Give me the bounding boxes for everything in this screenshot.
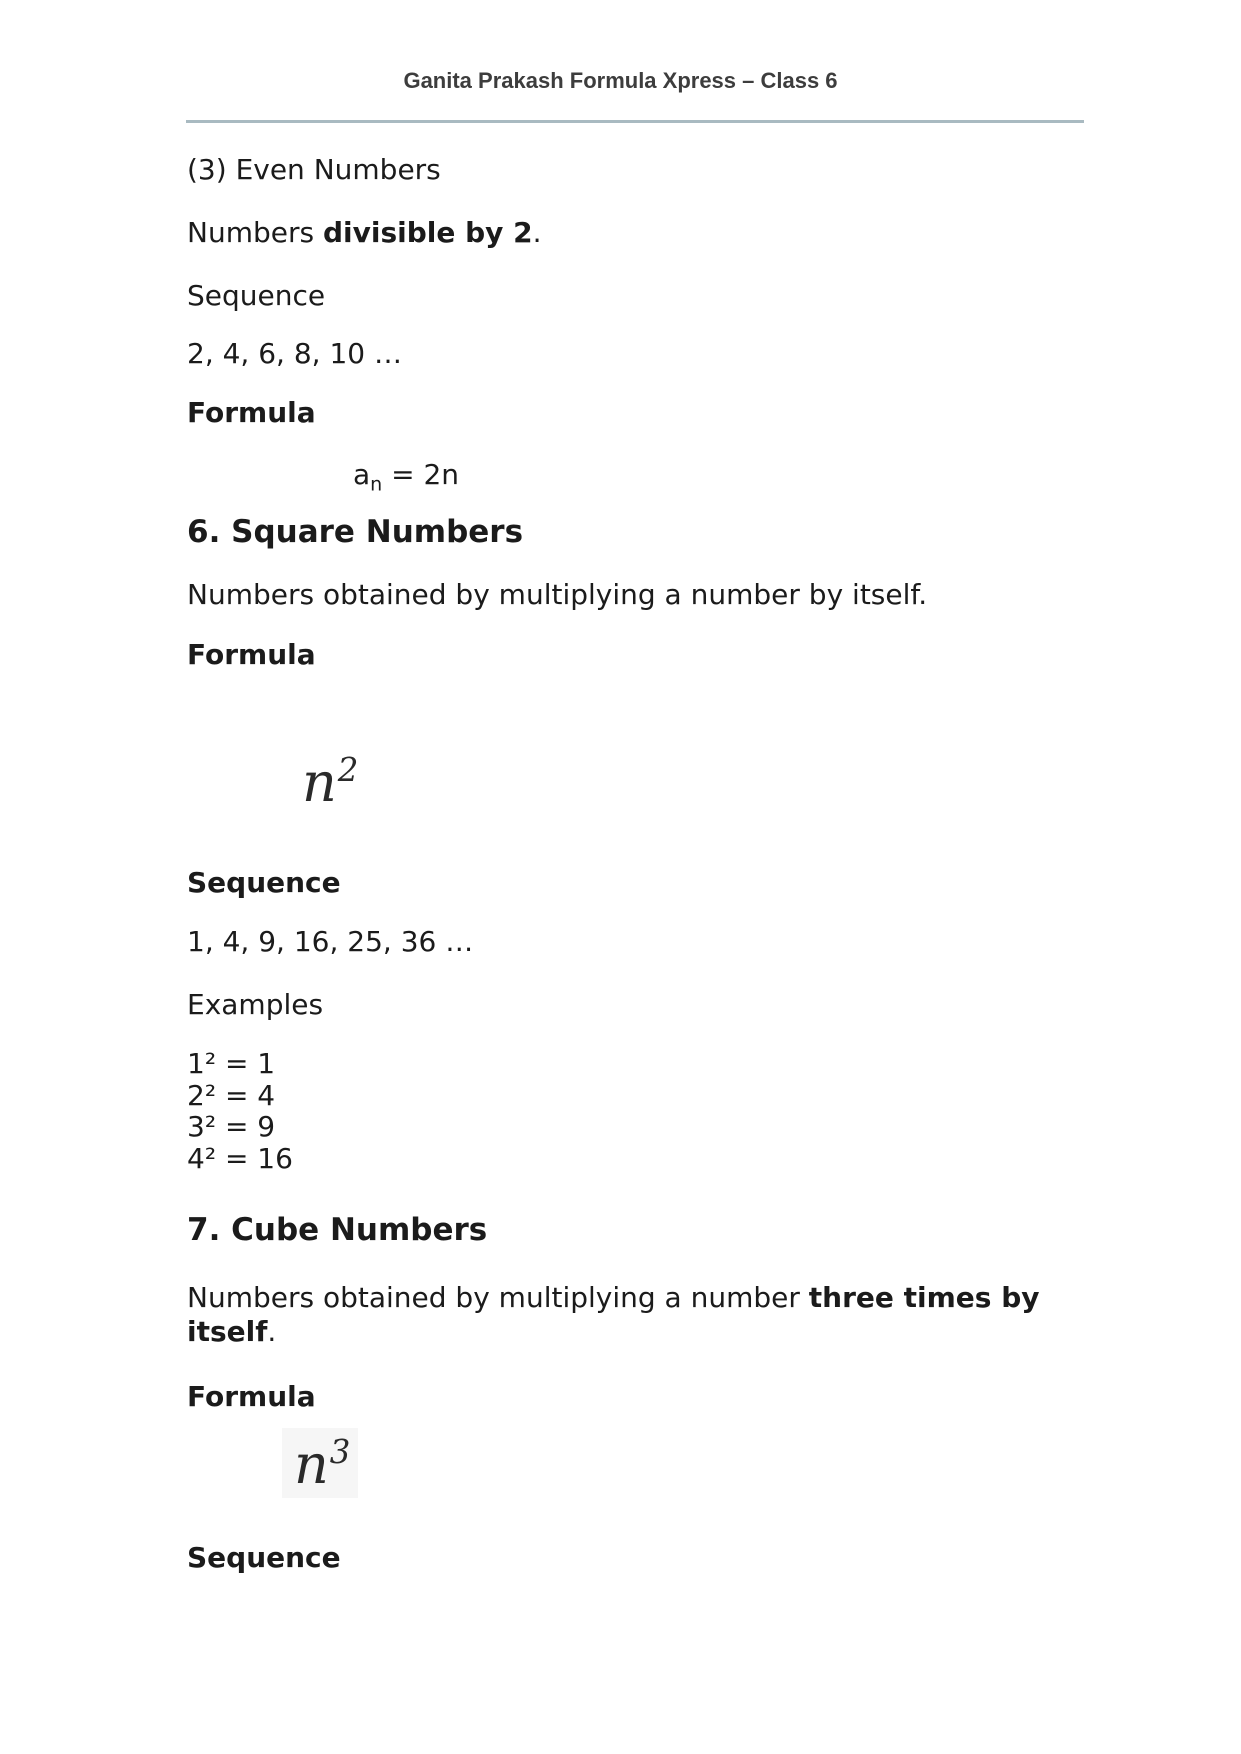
example-line: 3² = 9 [187,1110,276,1144]
example-line: 4² = 16 [187,1141,293,1175]
math-n-squared [302,751,358,814]
math-base: n [302,751,337,814]
square-formula-label: Formula [187,638,316,671]
example-line: 2² = 4 [187,1078,276,1112]
cube-sequence-label: Sequence [187,1541,341,1574]
description-suffix: . [532,216,542,249]
math-n-cubed [294,1433,350,1496]
cube-formula-image [282,1428,358,1498]
description-suffix: . [267,1315,277,1348]
description-text: Numbers obtained by multiplying a number [187,1281,809,1314]
page-title: Ganita Prakash Formula Xpress – Class 6 [403,68,838,93]
cube-formula-label: Formula [187,1380,316,1413]
math-exponent: 2 [337,750,359,789]
description-bold-text: three times by itself [187,1281,1040,1348]
even-numbers-heading: (3) Even Numbers [187,153,441,186]
square-numbers-description: Numbers obtained by multiplying a number by itself. [187,578,928,611]
even-numbers-description [187,216,1087,250]
description-bold-text: divisible by 2 [322,216,533,249]
cube-numbers-heading: 7. Cube Numbers [187,1212,488,1248]
cube-numbers-description [187,1281,1087,1349]
square-formula-image [296,752,364,814]
header-divider [186,120,1084,123]
formula-base: a [353,458,371,491]
even-formula-label: Formula [187,396,316,429]
square-numbers-heading: 6. Square Numbers [187,514,524,550]
square-sequence-label: Sequence [187,866,341,899]
even-sequence-values: 2, 4, 6, 8, 10 … [187,337,402,370]
square-sequence-values: 1, 4, 9, 16, 25, 36 … [187,925,474,958]
even-sequence-label: Sequence [187,279,326,312]
square-examples-label: Examples [187,988,324,1021]
math-base: n [294,1433,329,1496]
even-formula [353,458,459,502]
formula-rest: = 2n [382,458,460,491]
square-examples-list [187,1048,1087,1174]
example-line: 1² = 1 [187,1047,276,1080]
math-exponent: 3 [329,1432,351,1471]
description-text: Numbers [187,216,323,249]
formula-subscript: n [370,473,383,496]
